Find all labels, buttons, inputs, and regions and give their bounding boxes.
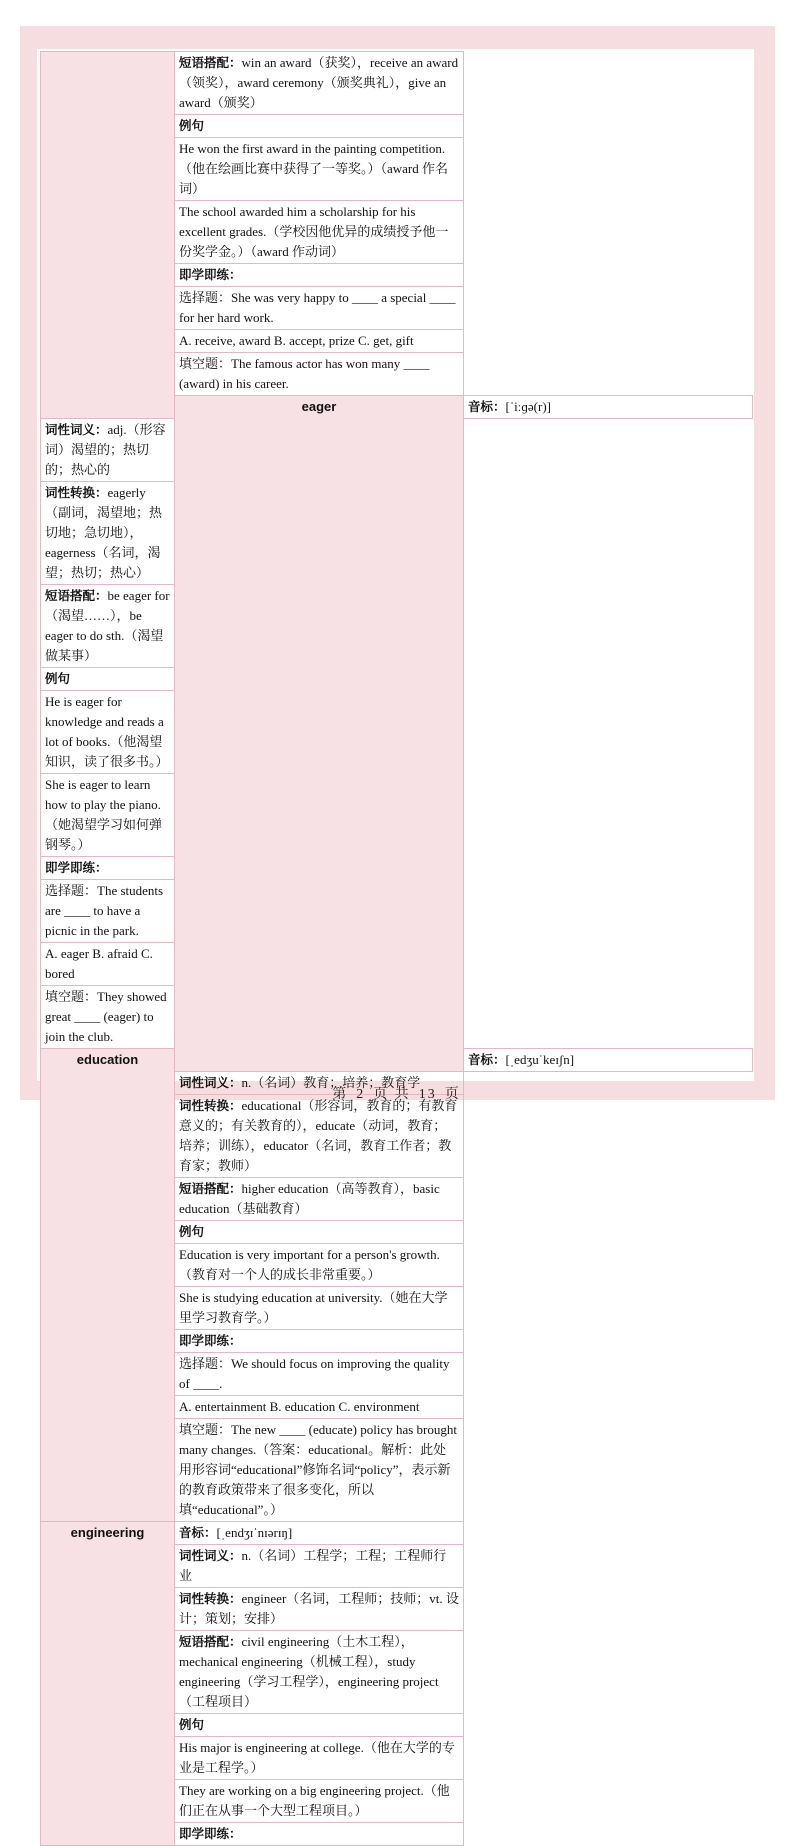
fill-question: 填空题：The famous actor has won many ____ (award) in his career. <box>175 353 464 396</box>
choice-options: A. eager B. afraid C. bored <box>41 943 175 986</box>
example-sentence: He won the first award in the painting competition.（他在绘画比赛中获得了一等奖。）（award 作名词） <box>175 138 464 201</box>
footer-suffix: 页 <box>444 1087 461 1102</box>
fill-question: 填空题：The new ____ (educate) policy has brought many changes.（答案：educational。解析：此处用形容词“educational”修饰名词“policy”，表示新的教育政策带来了很多变化，所以填“educational”。） <box>175 1419 464 1522</box>
example-sentence: Education is very important for a person's growth.（教育对一个人的成长非常重要。） <box>175 1244 464 1287</box>
choice-question: 选择题：She was very happy to ____ a special ____ for her hard work. <box>175 287 464 330</box>
page-footer <box>0 1083 793 1103</box>
choice-options: A. entertainment B. education C. environment <box>175 1396 464 1419</box>
example-heading: 例句 <box>175 1221 464 1244</box>
meaning-cell: 词性词义：adj.（形容词）渴望的；热切的；热心的 <box>41 419 175 482</box>
choice-question: 选择题：The students are ____ to have a picnic in the park. <box>41 880 175 943</box>
word-cell-eager: eager <box>175 396 464 1072</box>
footer-prefix: 第 <box>332 1087 349 1102</box>
example-sentence: He is eager for knowledge and reads a lot of books.（他渴望知识，读了很多书。） <box>41 691 175 774</box>
collocation-cell: 短语搭配：win an award（获奖），receive an award（领奖），award ceremony（颁奖典礼），give an award（颁奖） <box>175 52 464 115</box>
collocation-cell: 短语搭配：civil engineering（土木工程），mechanical engineering（机械工程），study engineering（学习工程学），engineering project（工程项目） <box>175 1631 464 1714</box>
choice-options: A. receive, award B. accept, prize C. get, gift <box>175 330 464 353</box>
choice-question: 选择题：We should focus on improving the quality of ____. <box>175 1353 464 1396</box>
footer-page-number: 2 <box>356 1087 366 1102</box>
phonetic-cell: 音标：[ˌedʒuˈkeɪʃn] <box>464 1049 753 1072</box>
transform-cell: 词性转换：educational（形容词，教育的；有教育意义的；有关教育的），educate（动词，教育；培养；训练），educator（名词，教育工作者；教育家；教师） <box>175 1095 464 1178</box>
footer-total-pages: 13 <box>418 1087 437 1102</box>
fill-question: 填空题：They showed great ____ (eager) to join the club. <box>41 986 175 1049</box>
example-heading: 例句 <box>41 668 175 691</box>
example-sentence: They are working on a big engineering project.（他们正在从事一个大型工程项目。） <box>175 1780 464 1823</box>
word-cell-education: education <box>41 1049 175 1522</box>
example-sentence: The school awarded him a scholarship for his excellent grades.（学校因他优异的成绩授予他一份奖学金。）（award 作动词） <box>175 201 464 264</box>
meaning-cell: 词性词义：n.（名词）工程学；工程；工程师行业 <box>175 1545 464 1588</box>
meaning-cell: 词性词义：n.（名词）教育；培养；教育学 <box>175 1072 464 1095</box>
word-cell-award-continued <box>41 52 175 419</box>
phonetic-cell: 音标：[ˌendʒɪˈnɪərɪŋ] <box>175 1522 464 1545</box>
table-row <box>41 1522 753 1545</box>
example-heading: 例句 <box>175 1714 464 1737</box>
phonetic-cell: 音标：[ˈiːɡə(r)] <box>464 396 753 419</box>
example-sentence: She is studying education at university.（她在大学里学习教育学。） <box>175 1287 464 1330</box>
transform-cell: 词性转换：eagerly（副词，渴望地；热切地；急切地），eagerness（名词，渴望；热切；热心） <box>41 482 175 585</box>
practice-heading: 即学即练： <box>175 1823 464 1846</box>
practice-heading: 即学即练： <box>175 264 464 287</box>
word-cell-engineering: engineering <box>41 1522 175 1846</box>
collocation-cell: 短语搭配：higher education（高等教育），basic education（基础教育） <box>175 1178 464 1221</box>
transform-cell: 词性转换：engineer（名词，工程师；技师；vt. 设计；策划；安排） <box>175 1588 464 1631</box>
practice-heading: 即学即练： <box>41 857 175 880</box>
collocation-cell: 短语搭配：be eager for（渴望……），be eager to do sth.（渴望做某事） <box>41 585 175 668</box>
footer-mid: 页 共 <box>373 1087 411 1102</box>
vocabulary-table <box>40 51 753 1846</box>
table-row <box>41 52 753 115</box>
example-sentence: She is eager to learn how to play the piano.（她渴望学习如何弹钢琴。） <box>41 774 175 857</box>
practice-heading: 即学即练： <box>175 1330 464 1353</box>
example-heading: 例句 <box>175 115 464 138</box>
example-sentence: His major is engineering at college.（他在大学的专业是工程学。） <box>175 1737 464 1780</box>
